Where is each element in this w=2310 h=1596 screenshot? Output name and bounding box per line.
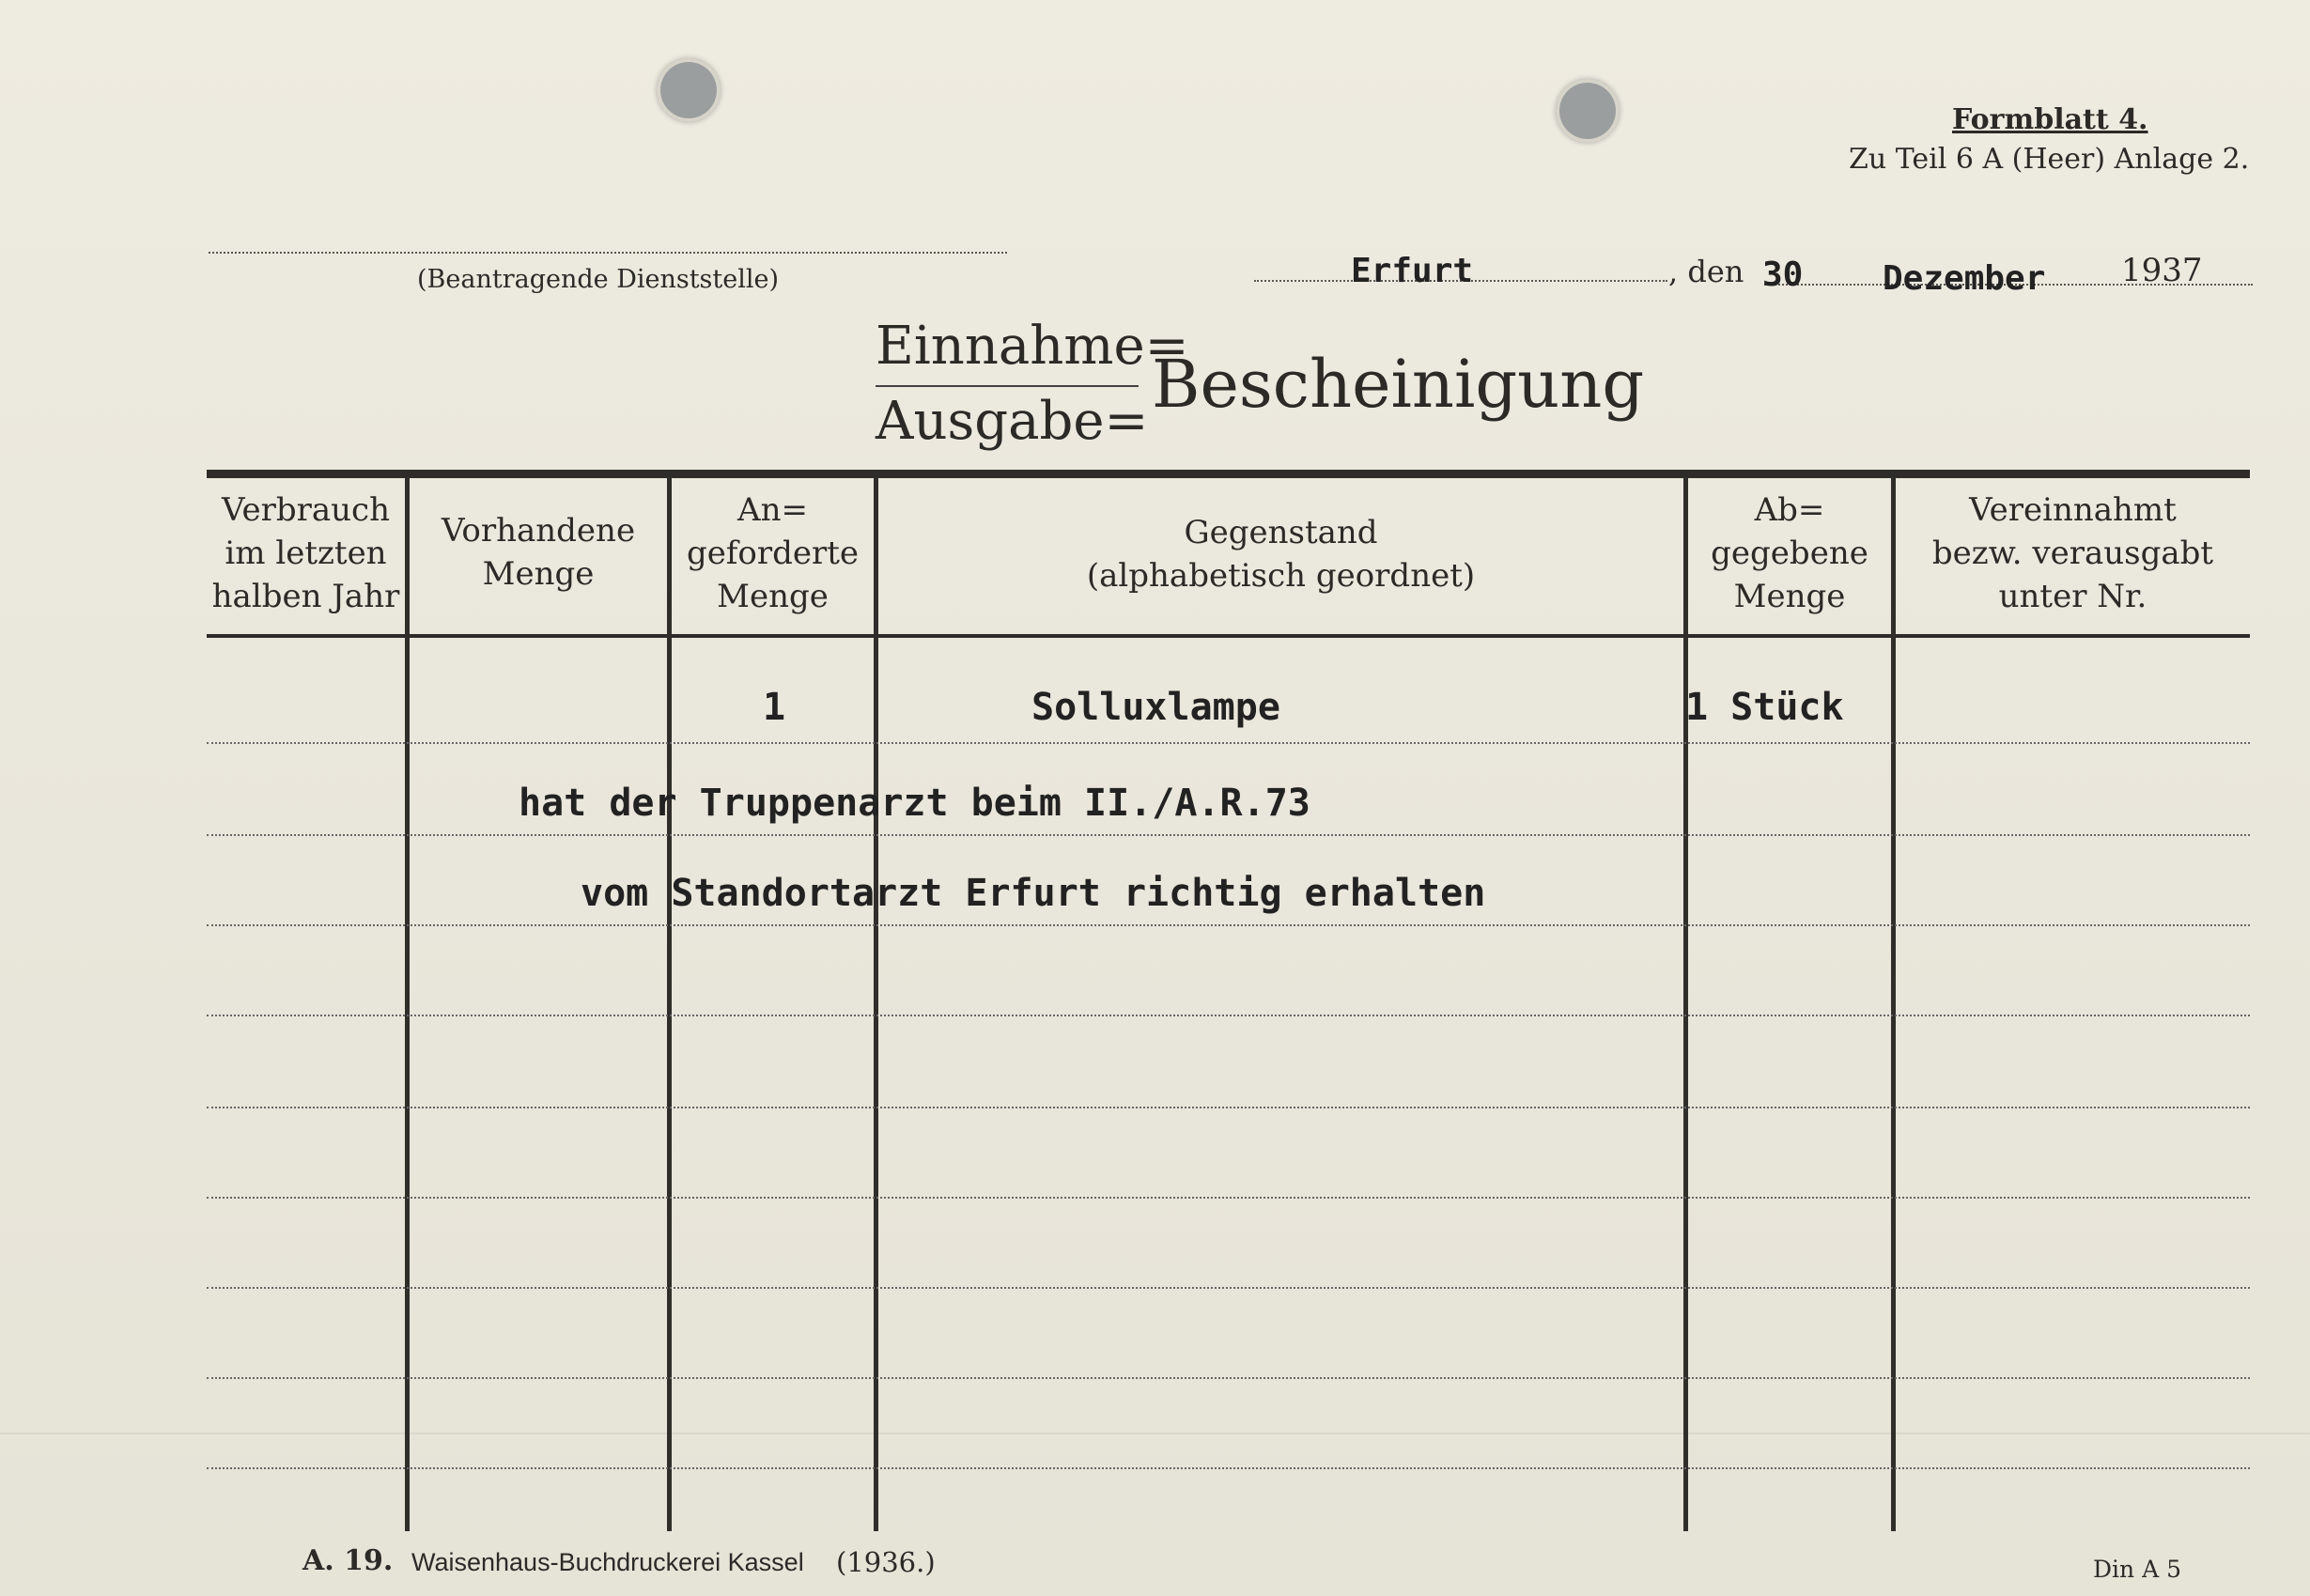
- column-divider-3: [874, 477, 878, 1531]
- column-header-issued-quantity: Ab= gegebene Menge: [1711, 491, 1868, 615]
- punch-hole-right: [1556, 79, 1620, 143]
- footer-paper-format: Din A 5: [2093, 1556, 2181, 1583]
- form-reference: Zu Teil 6 A (Heer) Anlage 2.: [1849, 143, 2250, 176]
- column-header-requested-quantity: An= geforderte Menge: [686, 491, 860, 615]
- table-header-border: [207, 634, 2250, 638]
- issued-quantity-value: 1 Stück: [1685, 686, 1844, 729]
- table-row-line: [207, 1015, 2250, 1016]
- footer-form-code: A. 19.: [302, 1544, 394, 1577]
- table-row-line: [207, 1377, 2250, 1379]
- column-header-item: Gegenstand (alphabetisch geordnet): [1086, 514, 1476, 595]
- table-row-line: [207, 1467, 2250, 1469]
- den-label: , den: [1668, 254, 1744, 289]
- punch-hole-left: [657, 58, 721, 122]
- office-label: (Beantragende Dienststelle): [417, 265, 780, 294]
- date-month: Dezember: [1883, 259, 2046, 298]
- column-header-consumption: Verbrauch im letzten halben Jahr: [211, 491, 400, 615]
- column-divider-2: [667, 477, 672, 1531]
- table-row-line: [207, 742, 2250, 744]
- table-row-line: [207, 834, 2250, 836]
- table-top-border: [207, 470, 2250, 478]
- column-divider-4: [1683, 477, 1688, 1531]
- footer-printer: Waisenhaus-Buchdruckerei Kassel: [411, 1548, 804, 1576]
- paper-fold: [0, 1433, 2310, 1434]
- office-line: [209, 252, 1007, 254]
- column-header-entry-number: Vereinnahmt bezw. verausgabt unter Nr.: [1931, 491, 2214, 615]
- table-row-line: [207, 1107, 2250, 1108]
- form-number: Formblatt 4.: [1952, 103, 2148, 136]
- title-option-income: Einnahme=: [876, 316, 1189, 377]
- requested-quantity-value: 1: [763, 686, 786, 729]
- column-header-available-quantity: Vorhandene Menge: [441, 512, 636, 593]
- title-option-expense: Ausgabe=: [876, 391, 1149, 452]
- item-value: Solluxlampe: [1031, 686, 1280, 729]
- title-main: Bescheinigung: [1152, 346, 1645, 423]
- date-year: 1937: [2121, 252, 2203, 289]
- place-value: Erfurt: [1351, 252, 1474, 290]
- title-fraction-line: [876, 385, 1139, 387]
- date-day: 30: [1762, 256, 1804, 294]
- typed-line-confirmation: vom Standortarzt Erfurt richtig erhalten: [581, 872, 1486, 915]
- table-row-line: [207, 1197, 2250, 1199]
- footer-print-year: (1936.): [836, 1546, 936, 1578]
- table-row-line: [207, 1287, 2250, 1289]
- column-divider-1: [405, 477, 410, 1531]
- column-divider-5: [1891, 477, 1896, 1531]
- typed-line-recipient: hat der Truppenarzt beim II./A.R.73: [519, 782, 1310, 825]
- table-row-line: [207, 924, 2250, 926]
